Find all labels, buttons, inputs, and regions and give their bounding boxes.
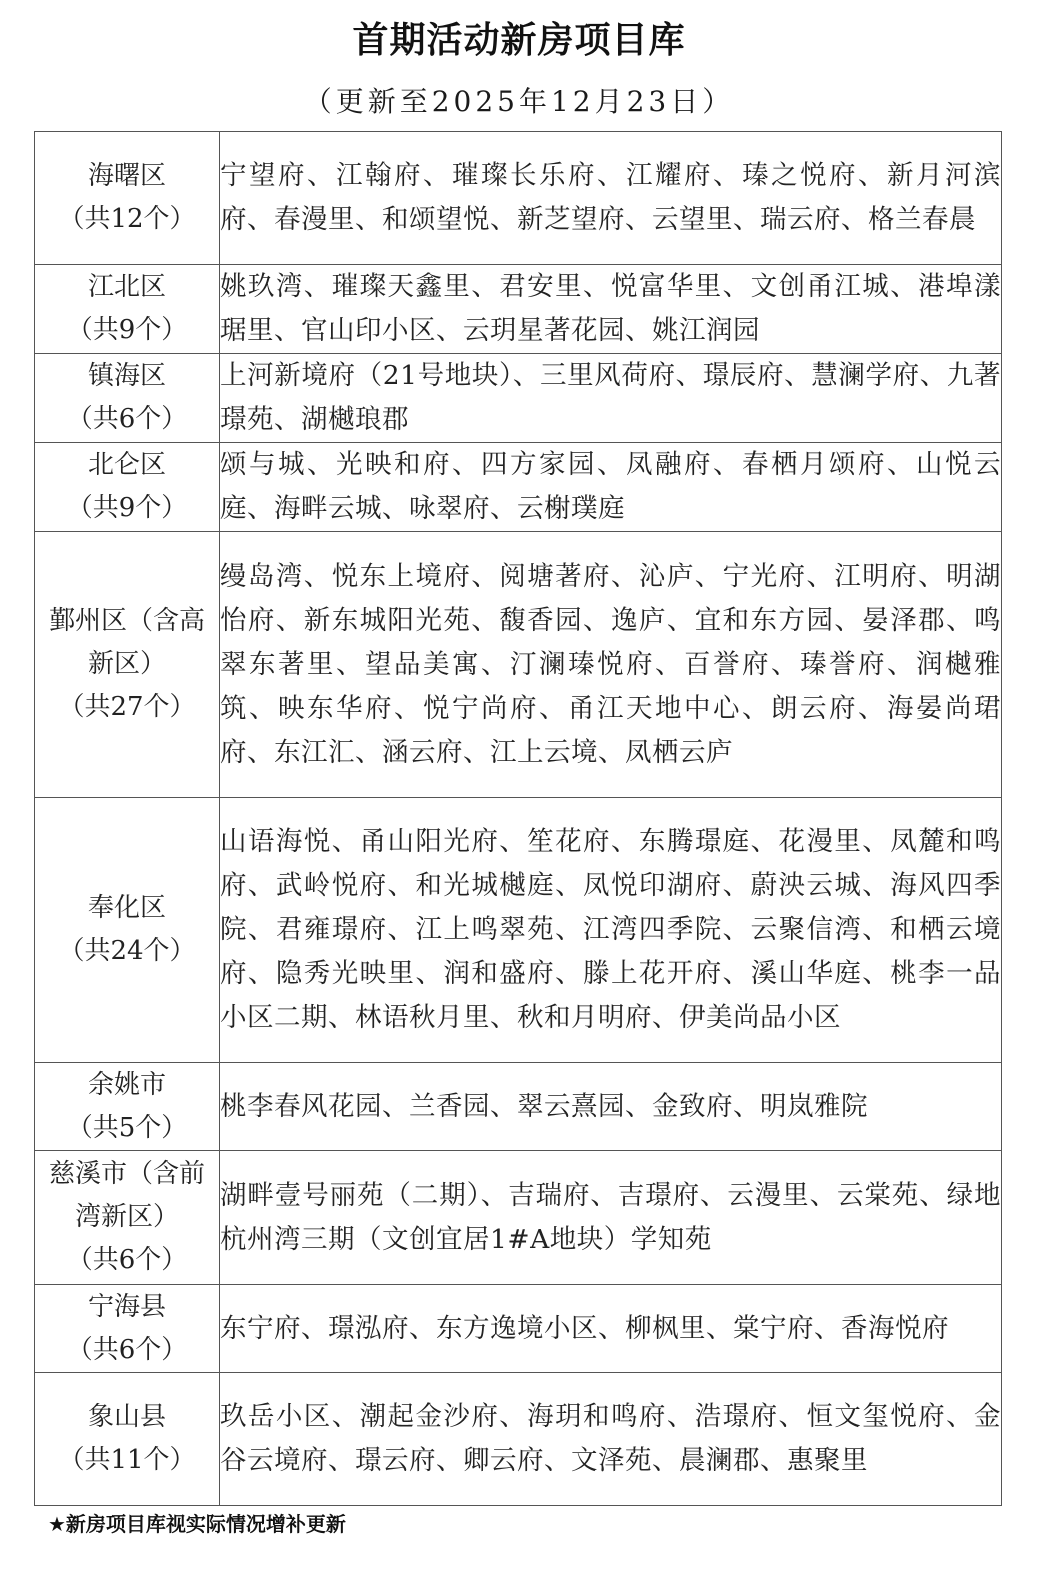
project-list: 桃李春风花园、兰香园、翠云熹园、金致府、明岚雅院 bbox=[220, 1063, 1002, 1151]
district-name: 象山县 bbox=[87, 1402, 166, 1432]
table-row-jiangbei bbox=[35, 265, 1002, 354]
district-cell bbox=[35, 1063, 220, 1151]
district-name: 海曙区 bbox=[87, 161, 166, 191]
table-row-yinzhou bbox=[35, 532, 1002, 798]
table-row-haishu bbox=[35, 132, 1002, 265]
district-count: （共24个） bbox=[58, 936, 196, 966]
district-name: 镇海区 bbox=[87, 361, 166, 391]
district-cell bbox=[35, 1285, 220, 1373]
table-row-zhenhai bbox=[35, 354, 1002, 443]
district-cell bbox=[35, 532, 220, 798]
district-cell bbox=[35, 1151, 220, 1285]
district-name: 江北区 bbox=[87, 272, 166, 302]
district-count: （共5个） bbox=[66, 1112, 188, 1143]
district-count: （共6个） bbox=[66, 404, 188, 434]
district-count: （共11个） bbox=[58, 1445, 196, 1475]
table-row-ninghai bbox=[35, 1285, 1002, 1373]
project-list: 湖畔壹号丽苑（二期）、吉瑞府、吉璟府、云漫里、云棠苑、绿地杭州湾三期（文创宜居1#A地块）学知苑 bbox=[220, 1151, 1002, 1285]
district-count: （共6个） bbox=[66, 1245, 188, 1275]
district-cell bbox=[35, 132, 220, 265]
district-cell bbox=[35, 443, 220, 532]
district-name: 奉化区 bbox=[87, 893, 166, 923]
district-cell bbox=[35, 798, 220, 1063]
table-row-yuyao bbox=[35, 1063, 1002, 1151]
district-count: （共12个） bbox=[58, 204, 196, 234]
district-count: （共9个） bbox=[66, 315, 188, 345]
district-count: （共6个） bbox=[66, 1334, 188, 1365]
project-table bbox=[34, 131, 1002, 1506]
project-list: 上河新境府（21号地块）、三里风荷府、璟辰府、慧澜学府、九著璟苑、湖樾琅郡 bbox=[220, 354, 1002, 443]
district-name: 北仑区 bbox=[87, 450, 166, 480]
district-name: 鄞州区（含高新区） bbox=[48, 606, 205, 679]
project-list: 山语海悦、甬山阳光府、笙花府、东腾璟庭、花漫里、凤麓和鸣府、武岭悦府、和光城樾庭、凤悦印湖府、蔚泱云城、海风四季院、君雍璟府、江上鸣翠苑、江湾四季院、云聚信湾、和栖云境府、隐秀光映里、润和盛府、滕上花开府、溪山华庭、桃李一品小区二期、林语秋月里、秋和月明府、伊美尚品小区 bbox=[220, 798, 1002, 1063]
project-list: 缦岛湾、悦东上境府、阅塘著府、沁庐、宁光府、江明府、明湖怡府、新东城阳光苑、馥香园、逸庐、宜和东方园、晏泽郡、鸣翠东著里、望品美寓、汀澜瑧悦府、百誉府、瑧誉府、润樾雅筑、映东华府、悦宁尚府、甬江天地中心、朗云府、海晏尚珺府、东江汇、涵云府、江上云境、凤栖云庐 bbox=[220, 532, 1002, 798]
district-count: （共9个） bbox=[66, 493, 188, 523]
project-list: 东宁府、璟泓府、东方逸境小区、柳枫里、棠宁府、香海悦府 bbox=[220, 1285, 1002, 1373]
table-row-xiangshan bbox=[35, 1373, 1002, 1506]
district-name: 余姚市 bbox=[87, 1069, 166, 1100]
project-list: 姚玖湾、璀璨天鑫里、君安里、悦富华里、文创甬江城、港埠漾琚里、官山印小区、云玥星著花园、姚江润园 bbox=[220, 265, 1002, 354]
project-list: 宁望府、江翰府、璀璨长乐府、江耀府、瑧之悦府、新月河滨府、春漫里、和颂望悦、新芝望府、云望里、瑞云府、格兰春晨 bbox=[220, 132, 1002, 265]
table-row-fenghua bbox=[35, 798, 1002, 1063]
page-title: 首期活动新房项目库 bbox=[352, 20, 686, 61]
project-list: 玖岳小区、潮起金沙府、海玥和鸣府、浩璟府、恒文玺悦府、金谷云境府、璟云府、卿云府、文泽苑、晨澜郡、惠聚里 bbox=[220, 1373, 1002, 1506]
project-list: 颂与城、光映和府、四方家园、凤融府、春栖月颂府、山悦云庭、海畔云城、咏翠府、云榭璞庭 bbox=[220, 443, 1002, 532]
district-name: 慈溪市（含前湾新区） bbox=[48, 1159, 205, 1232]
district-cell bbox=[35, 265, 220, 354]
district-count: （共27个） bbox=[58, 692, 196, 722]
table-row-cixi bbox=[35, 1151, 1002, 1285]
update-date: （更新至2025年12月23日） bbox=[303, 85, 735, 118]
district-name: 宁海县 bbox=[87, 1291, 166, 1322]
district-cell bbox=[35, 354, 220, 443]
district-cell bbox=[35, 1373, 220, 1506]
footnote: ★新房项目库视实际情况增补更新 bbox=[48, 1512, 346, 1536]
table-row-beilun bbox=[35, 443, 1002, 532]
